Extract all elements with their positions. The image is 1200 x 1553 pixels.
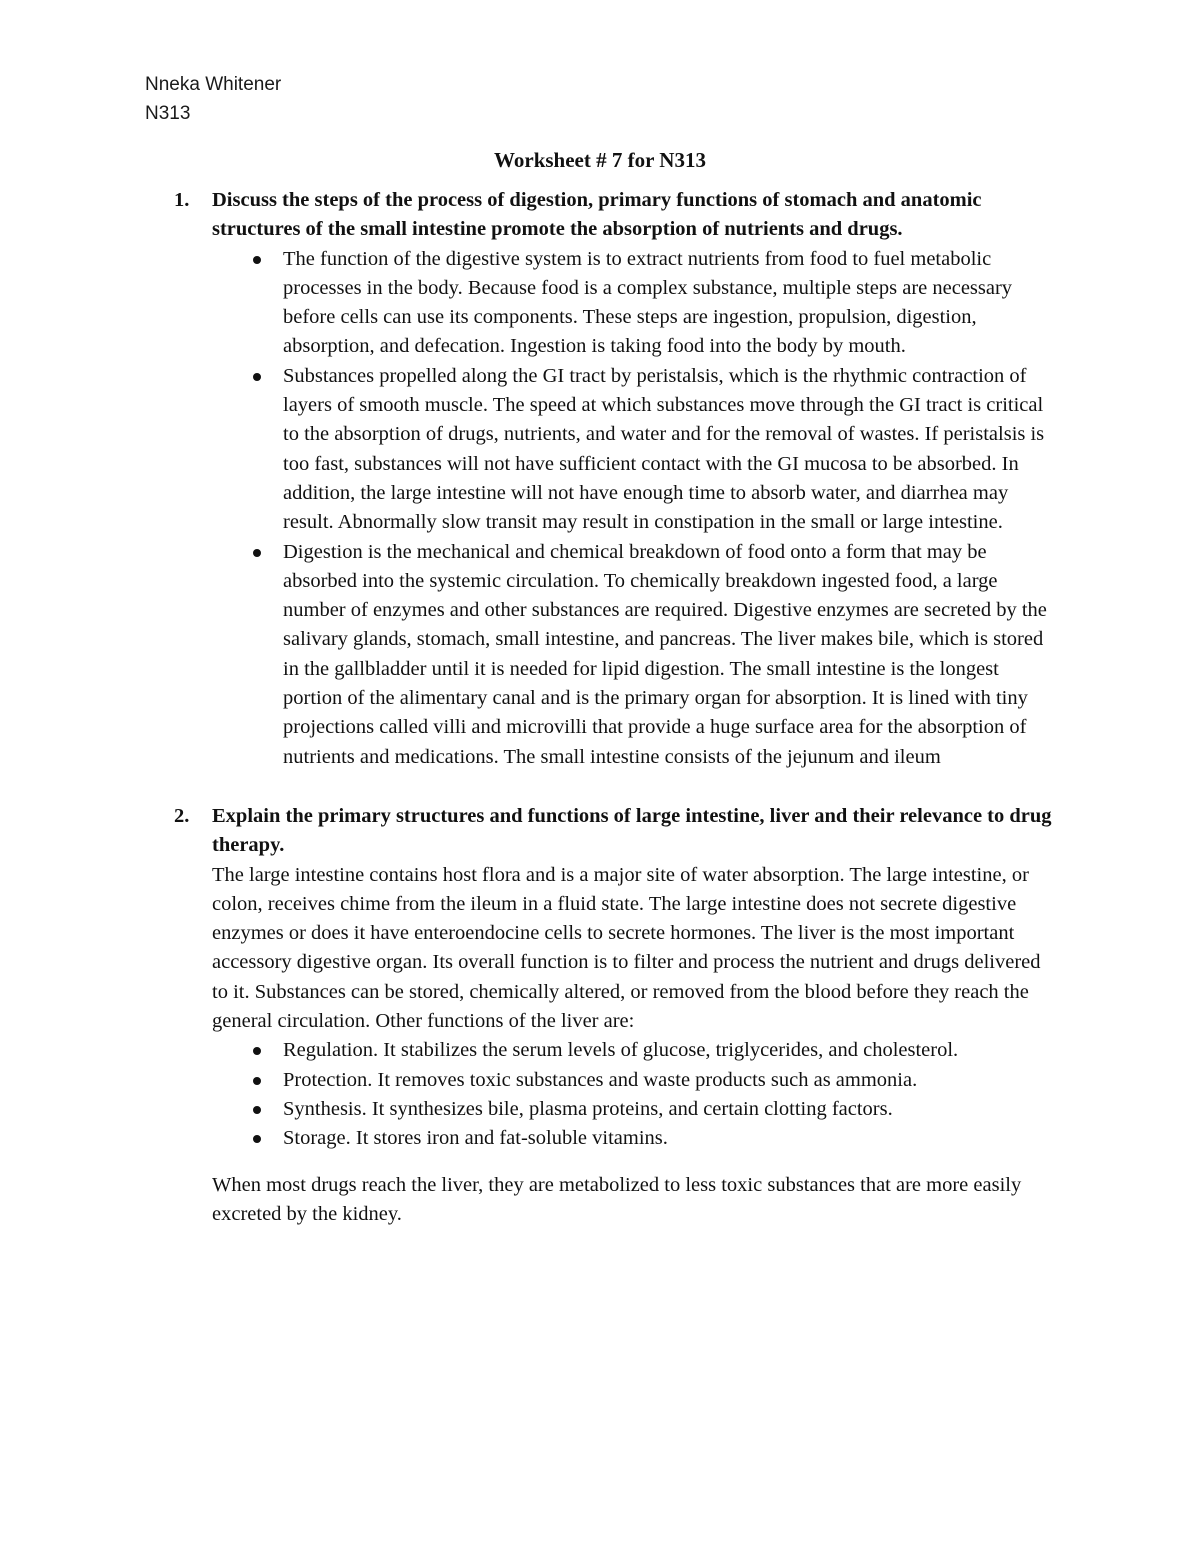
list-item — [160, 1095, 1060, 1124]
course-code: N313 — [145, 103, 191, 124]
bullet-text: Substances propelled along the GI tract by peristalsis, which is the rhythmic contraction of layers of smooth muscle. The speed at which substances move through the GI tract is critical to the absorption of drugs, nutrients, and water and for the removal of wastes. If peristalsis is too fast, substances will not have sufficient contact with the GI mucosa to be absorbed. In addition, the large intestine will not have enough time to absorb water, and diarrhea may result. Abnormally slow transit may result in constipation in the small or large intestine. — [283, 364, 1045, 534]
spacer — [212, 1154, 1060, 1171]
spacer — [160, 772, 1060, 802]
list-item — [160, 1036, 1060, 1065]
document-body — [160, 186, 1060, 1229]
author-name: Nneka Whitener — [145, 74, 282, 95]
question-2-prompt: Explain the primary structures and functions of large intestine, liver and their relevance to drug therapy. — [212, 804, 1052, 857]
question-1 — [160, 186, 1060, 772]
bullet-text: Regulation. It stabilizes the serum levels of glucose, triglycerides, and cholesterol. — [283, 1039, 959, 1062]
bullet-icon — [253, 1135, 261, 1143]
bullet-text: Protection. It removes toxic substances and waste products such as ammonia. — [283, 1068, 918, 1091]
list-item — [160, 538, 1060, 772]
question-1-number: 1. — [174, 189, 190, 211]
bullet-icon — [253, 1106, 261, 1114]
question-1-bullet-list — [212, 245, 1060, 772]
question-2-intro: The large intestine contains host flora and is a major site of water absorption. The large intestine, or colon, receives chime from the ileum in a fluid state. The large intestine does not secrete digestive enzymes or does it have enteroendocine cells to secrete hormones. The liver is the most important accessory digestive organ. Its overall function is to filter and process the nutrient and drugs delivered to it. Substances can be stored, chemically altered, or removed from the blood before they reach the general circulation. Other functions of the liver are: — [212, 863, 1041, 1033]
list-item — [160, 362, 1060, 538]
list-item — [160, 1124, 1060, 1153]
bullet-icon — [253, 549, 261, 557]
bullet-text: Storage. It stores iron and fat-soluble vitamins. — [283, 1127, 668, 1150]
bullet-text: Synthesis. It synthesizes bile, plasma proteins, and certain clotting factors. — [283, 1097, 893, 1120]
bullet-text: Digestion is the mechanical and chemical breakdown of food onto a form that may be absorbed into the systemic circulation. To chemically breakdown ingested food, a large number of enzymes and other substances are required. Digestive enzymes are secreted by the salivary glands, stomach, small intestine, and pancreas. The liver makes bile, which is stored in the gallbladder until it is needed for lipid digestion. The small intestine is the longest portion of the alimentary canal and is the primary organ for absorption. It is lined with tiny projections called villi and microvilli that provide a huge surface area for the absorption of nutrients and medications. The small intestine consists of the jejunum and ileum — [283, 540, 1047, 768]
question-2 — [160, 802, 1060, 1229]
bullet-icon — [253, 1047, 261, 1055]
bullet-icon — [253, 1077, 261, 1085]
page-title — [0, 146, 1200, 174]
bullet-icon — [253, 256, 261, 264]
bullet-icon — [253, 373, 261, 381]
page-title-text: Worksheet # 7 for N313 — [494, 148, 706, 172]
question-2-number: 2. — [174, 804, 190, 827]
list-item — [160, 1066, 1060, 1095]
question-2-bullet-list — [212, 1036, 1060, 1153]
question-1-prompt: Discuss the steps of the process of digestion, primary functions of stomach and anatomic structures of the small intestine promote the absorption of nutrients and drugs. — [212, 189, 982, 241]
bullet-text: The function of the digestive system is to extract nutrients from food to fuel metabolic processes in the body. Because food is a complex substance, multiple steps are necessary before cells can use its components. These steps are ingestion, propulsion, digestion, absorption, and defecation. Ingestion is taking food into the body by mouth. — [283, 247, 1013, 358]
list-item — [160, 245, 1060, 362]
question-2-closing: When most drugs reach the liver, they are metabolized to less toxic substances that are more easily excreted by the kidney. — [212, 1173, 1022, 1225]
